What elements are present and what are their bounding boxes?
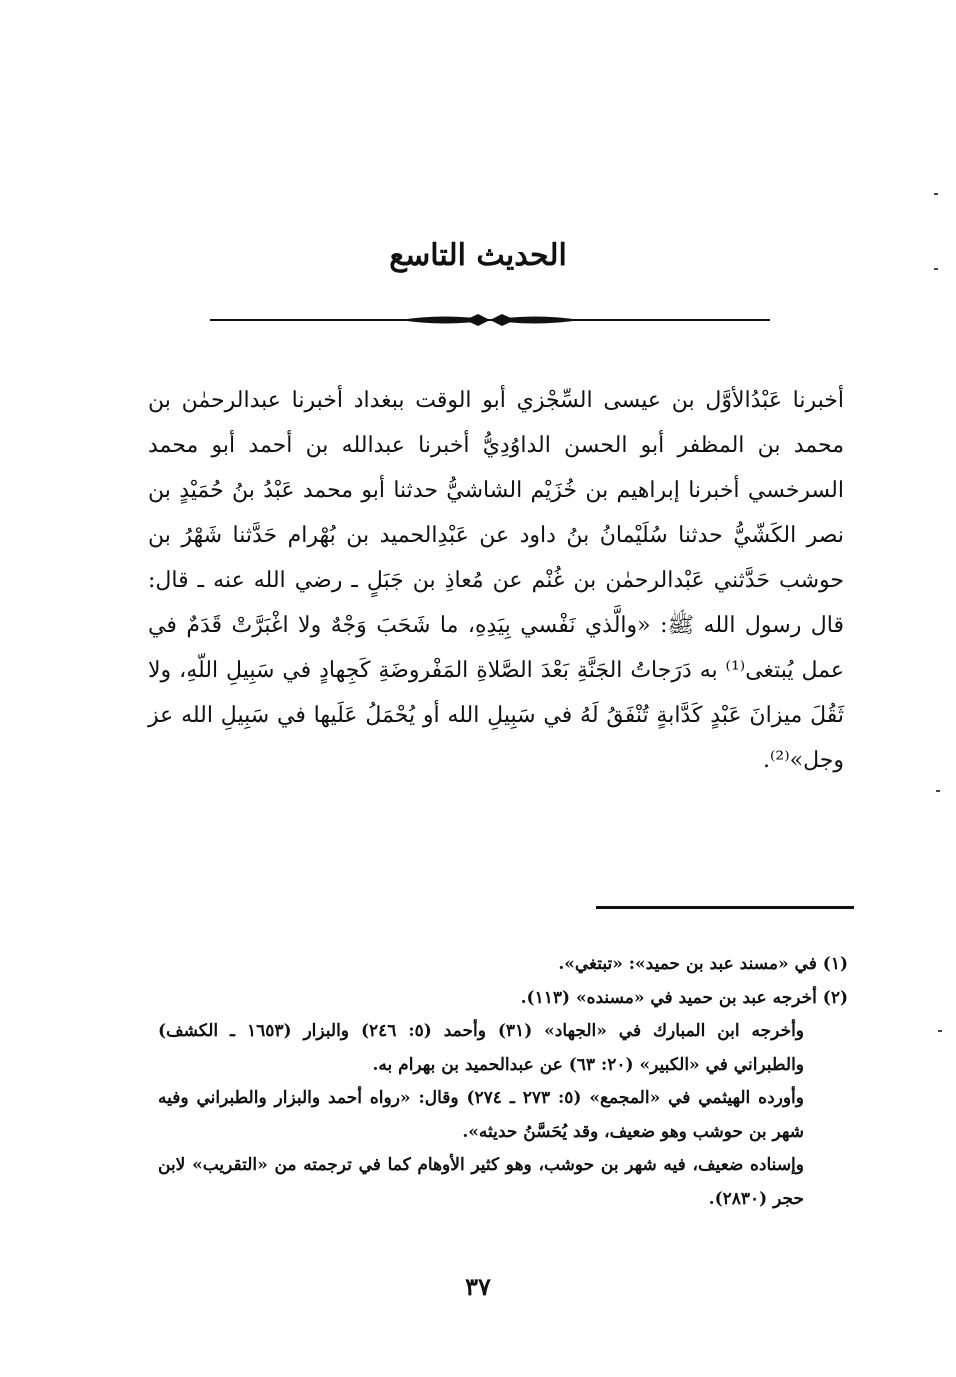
page-number: ٣٧ <box>465 1272 491 1301</box>
hadith-body <box>148 378 844 783</box>
scan-speck <box>936 790 940 792</box>
footnote-2-grading: وإسناده ضعيف، فيه شهر بن حوشب، وهو كثير الأوهام كما في ترجمته من «التقريب» لابن حجر (٢٨٣٠). <box>158 1155 804 1209</box>
chapter-title: الحديث التاسع <box>389 238 567 273</box>
footnote-2: (٢) أخرجه عبد بن حميد في «مسنده» (١١٣). <box>520 987 848 1008</box>
footnote-separator <box>596 906 854 909</box>
hadith-paragraph: أخبرنا عَبْدُالأوَّل بن عيسى السِّجْزي أبو الوقت ببغداد أخبرنا عبدالرحمٰن بن محمد بن المظفر أبو الحسن الداوُدِيُّ أخبرنا عبدالله بن أحمد أبو محمد السرخسي أخبرنا إبراهيم بن خُزَيْم الشاشيُّ حدثنا أبو محمد عَبْدُ بنُ حُمَيْدٍ بن نصر الكَشّيُّ حدثنا سُلَيْمانُ بنُ داود عن عَبْدِالحميد بن بُهْرام حَدَّثنا شَهْرُ بن حوشب حَدَّثني عَبْدالرحمٰن بن غُنْم عن مُعاذِ بن جَبَلٍ ـ رضي الله عنه ـ قال: قال رسول الله ﷺ: «والَّذي نَفْسي بِيَدِهِ، ما شَحَبَ وَجْهٌ ولا اغْبَرَّتْ قَدَمٌ في عمل يُبتغى⁽¹⁾ به دَرَجاتُ الجَنَّةِ بَعْدَ الصَّلاةِ المَفْروضَةِ كَجِهادٍ في سَبِيلِ اللّهِ، ولا ثَقُلَ ميزانَ عَبْدٍ كَدَّابةٍ تُنْفَقُ لَهُ في سَبِيلِ الله أو يُحْمَلُ عَلَيها في سَبِيلِ الله عز وجل»⁽²⁾. <box>148 388 844 773</box>
footnote-2-takhrij: وأخرجه ابن المبارك في «الجهاد» (٣١) وأحمد (٥: ٢٤٦) والبزار (١٦٥٣ ـ الكشف) والطبراني في «الكبير» (٢٠: ٦٣) عن عبدالحميد بن بهرام به. <box>158 1021 805 1075</box>
footnote-1: (١) في «مسند عبد بن حميد»: «تبتغي». <box>558 954 848 974</box>
title-ornament-divider <box>210 310 770 330</box>
scan-speck <box>934 193 938 195</box>
scan-speck <box>938 1030 942 1032</box>
footnotes <box>158 948 848 1216</box>
scan-speck <box>934 268 938 270</box>
footnote-2-haythami: وأورده الهيثمي في «المجمع» (٥: ٢٧٣ ـ ٢٧٤) وقال: «رواه أحمد والبزار والطبراني وفيه شهر بن حوشب وهو ضعيف، وقد يُحَسَّنُ حديثه». <box>158 1088 804 1142</box>
